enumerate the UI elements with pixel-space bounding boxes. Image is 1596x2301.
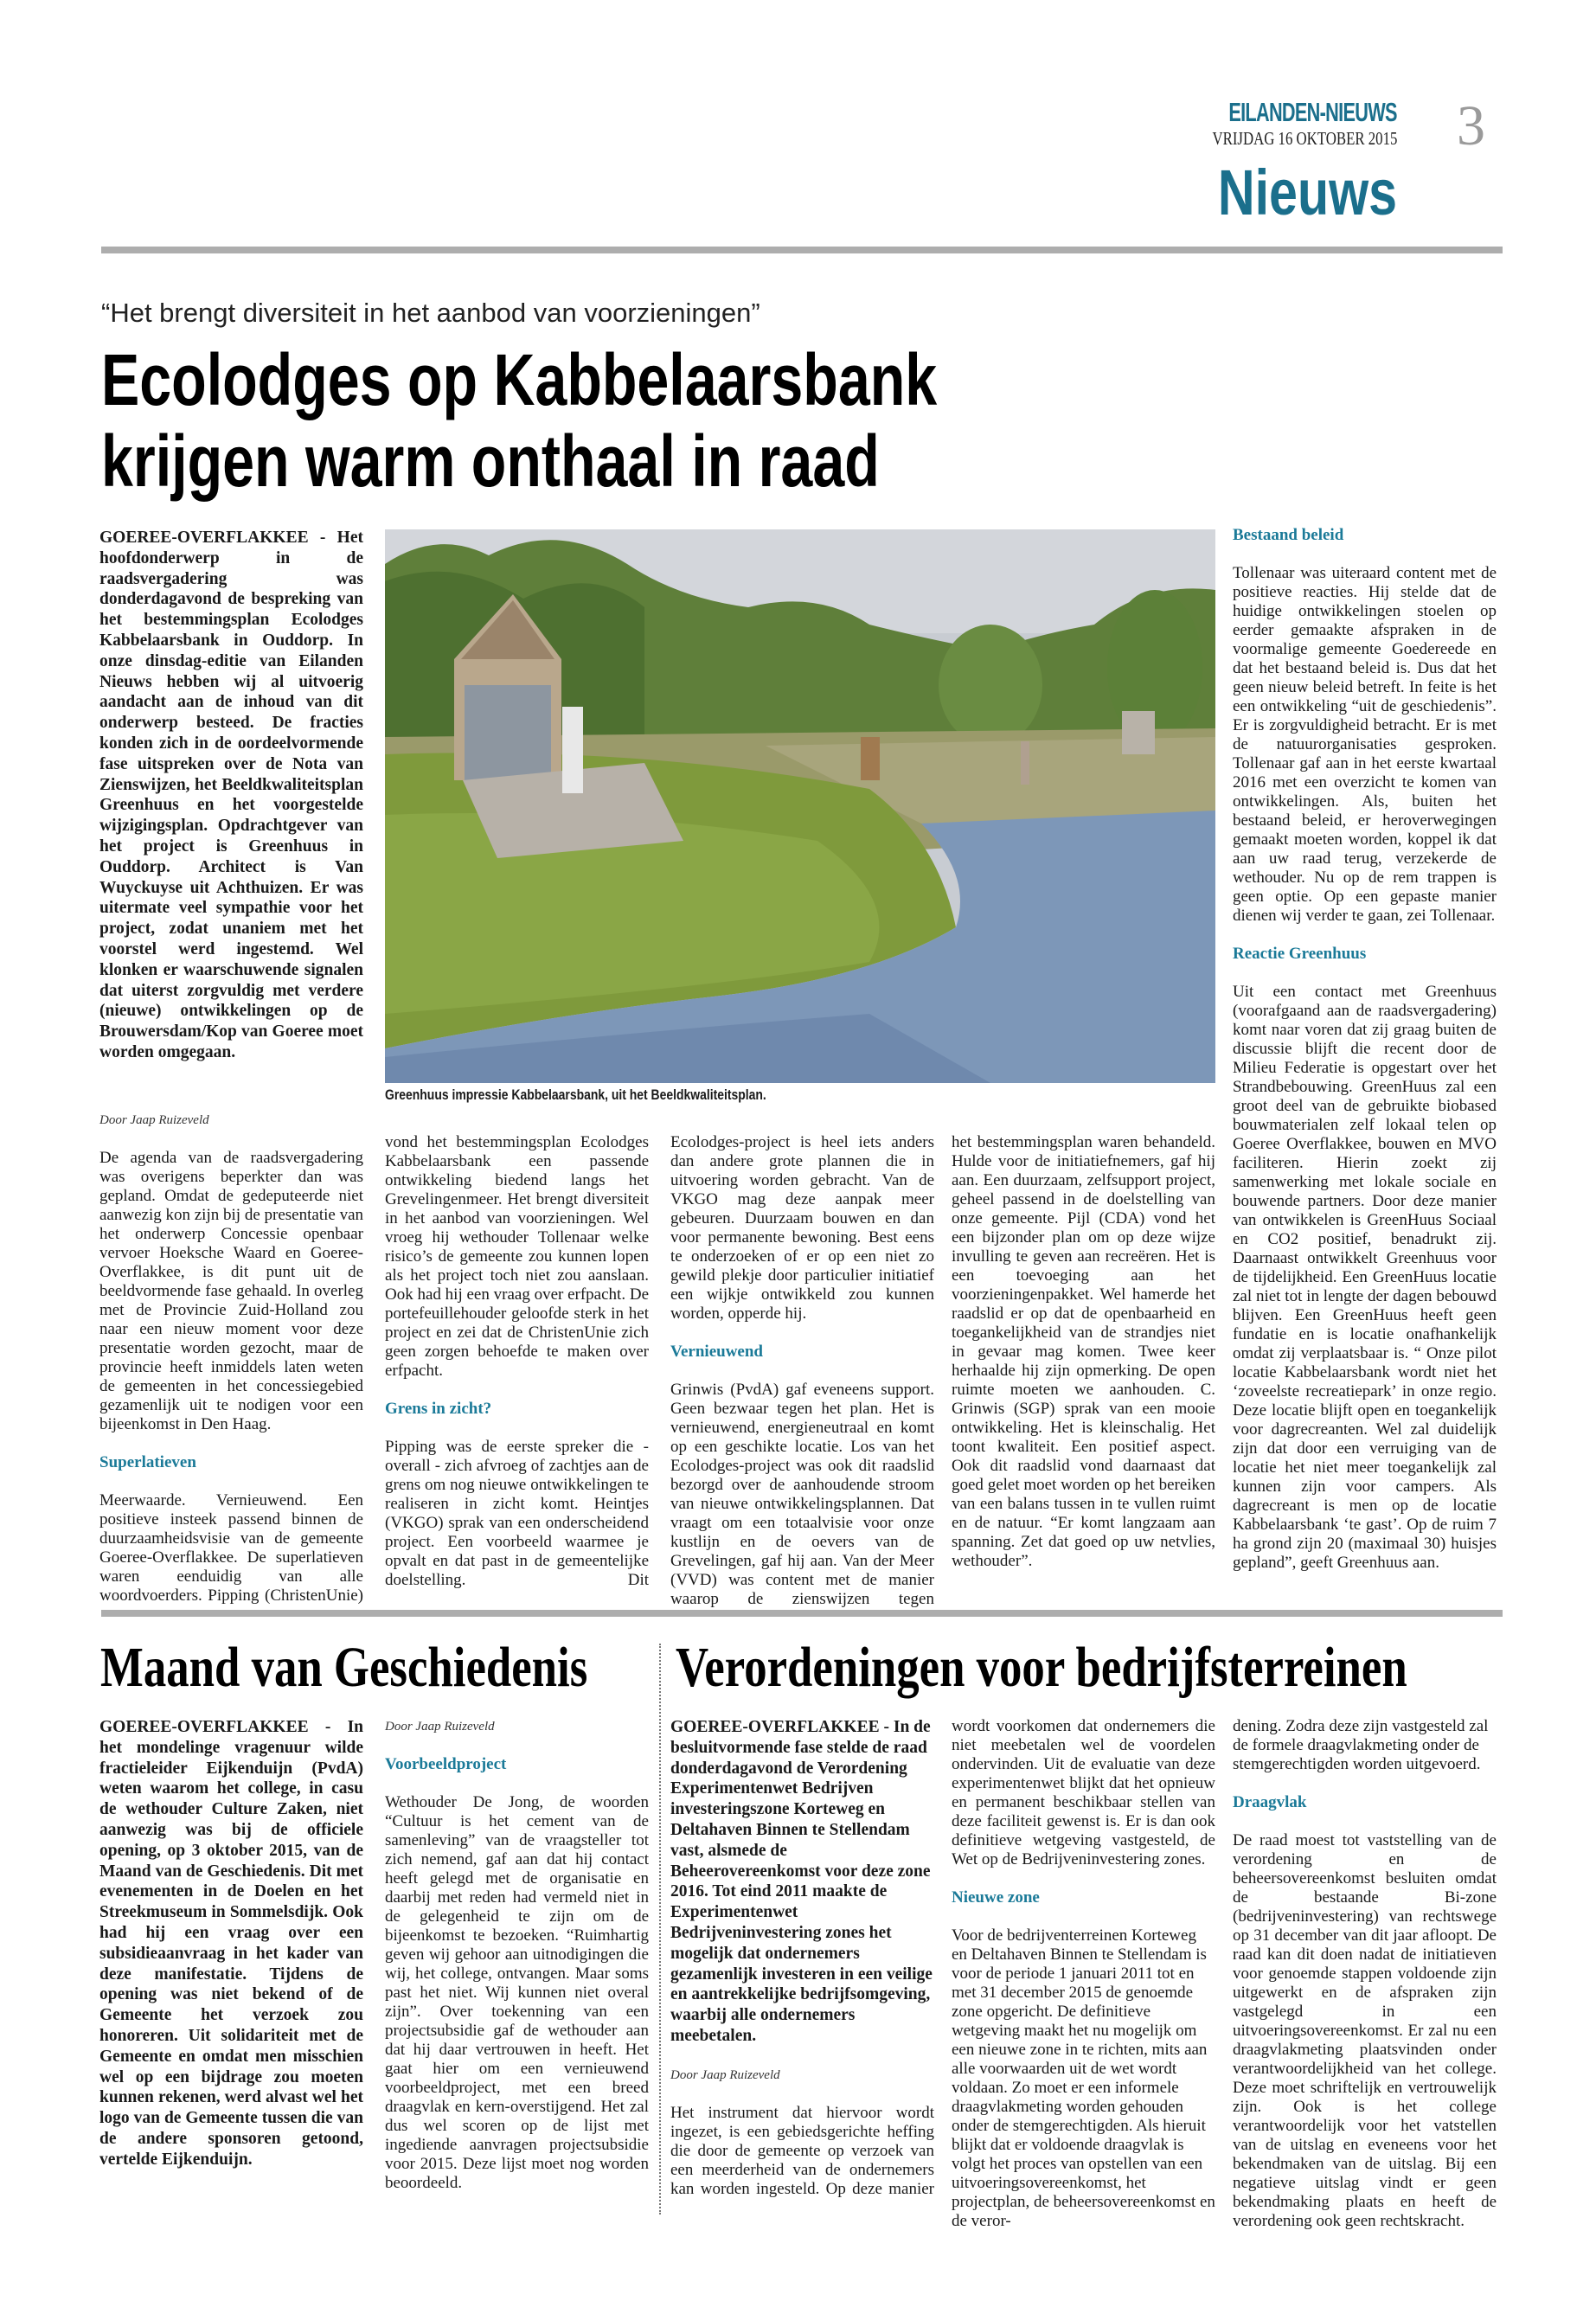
paragraph: De agenda van de raadsvergadering was overigens beperkter dan was gepland. Omdat de gedeputeerde niet aanwezig kon zijn bij de presentatie van het onderwerp Concessie openbaar vervoer Hoeksche Waard en Goeree-Overflakkee, is dit punt uit de beeldvormende fase gehaald. In overleg met de Provincie Zuid-Holland zou naar een nieuw moment voor deze presentatie worden gezocht, maar de provincie heeft inmiddels laten weten de gemeenten in het concessiegebied gezamenlijk uit te nodigen voor een bijeenkomst in Den Haag. bbox=[99, 1149, 363, 1433]
paragraph: Grinwis (PvdA) gaf eveneens support. Geen bezwaar tegen het plan. Het is vernieuwend, energieneutraal en komt op een geschikte locatie. Los van het Ecolodges-project was ook dit raadslid bezorgd over de aanhoudende stroom van nieuwe ontwikkelingsplannen. Dat vraagt om een totaalvisie voor onze kustlijn en de oevers van de Grevelingen, gaf hij aan. Van der Meer (VVD) was content met de manier waarop de zienswijzen tegen bbox=[670, 1381, 934, 1608]
page-number: 3 bbox=[1457, 94, 1485, 157]
article-headline: Ecolodges op Kabbelaarsbank krijgen warm onthaal in raad bbox=[101, 339, 938, 502]
column-separator bbox=[659, 1644, 661, 2214]
paragraph: Wethouder De Jong, de woorden “Cultuur is het cement van de samenleving” van de vraagsteller tot zich nemend, gaf aan dat hij contact heeft gelegd met de organisatie en daarbij met reden had vermeld niet in de gelegenheid te zijn om de bijeenkomst te bezoeken. “Ruimhartig geven wij gehoor aan uitnodigingen die wij, het college, ontvangen. Maar soms past het niet. Wij kunnen niet overal zijn”. Over toekenning van een projectsubsidie gaf de wethouder aan dat hij daar vertrouwen in heeft. Het gaat hier om een vernieuwend voorbeeldproject, met een breed draagvlak en kern-overstijgend. Het zal dus wel scoren op de lijst met ingediende aanvragen projectsubsidie voor 2015. Deze lijst moet nog worden beoordeeld. bbox=[385, 1793, 649, 2192]
byline: Door Jaap Ruizeveld bbox=[99, 1113, 209, 1127]
subheading: Vernieuwend bbox=[670, 1343, 763, 1361]
subheading: Draagvlak bbox=[1233, 1793, 1307, 1811]
article-column-1 bbox=[670, 1717, 934, 2199]
byline: Door Jaap Ruizeveld bbox=[385, 1720, 495, 1734]
subheading: Reactie Greenhuus bbox=[1233, 945, 1367, 963]
issue-date: VRIJDAG 16 OKTOBER 2015 bbox=[1212, 128, 1397, 149]
article-kicker: “Het brengt diversiteit in het aanbod van voorzieningen” bbox=[101, 298, 760, 328]
article-photo bbox=[385, 529, 1215, 1083]
article-headline: Verordeningen voor bedrijfsterreinen bbox=[676, 1636, 1407, 1699]
subheading: Grens in zicht? bbox=[385, 1400, 492, 1418]
photo-caption: Greenhuus impressie Kabbelaarsbank, uit het Beeldkwaliteitsplan. bbox=[385, 1086, 766, 1103]
middle-divider bbox=[101, 1610, 1503, 1617]
paragraph: De raad moest tot vaststelling van de verordening en de beheersovereenkomst besluiten omdat de bestaande Bi-zone (bedrijveninvestering) van rechtswege op 31 december van dit jaar afloopt. De raad kan dit doen nadat de initiatieven voor genoemde stappen voldoende zijn uitgewerkt en de afspraken zijn vastgelegd in een uitvoeringsovereenkomst. Er zal nu een draagvlakmeting plaatsvinden onder verantwoordelijkheid van het college. Deze moet schriftelijk en vertrouwelijk zijn. Ook is het college verantwoordelijk voor het vatstellen van de uitslag en eveneens voor het bekendmaken van de uitslag. Bij een negatieve uitslag vindt er geen bekendmaking plaats en heeft de verordening ook geen rechtskracht. bbox=[1233, 1831, 1497, 2230]
article-column-1 bbox=[99, 1111, 363, 1606]
article-lead: GOEREE-OVERFLAKKEE - In de besluitvormende fase stelde de raad donderdagavond de Verordening Experimentenwet Bedrijven investeringszone Korteweg en Deltahaven Binnen te Stellendam vast, alsmede de Beheerovereenkomst voor deze zone 2016. Tot eind 2011 maakte de Experimentenwet Bedrijveninvestering zones het mogelijk dat ondernemers gezamenlijk investeren in een veilige en aantrekkelijke bedrijfsomgeving, waarbij alle ondernemers meebetalen. bbox=[670, 1718, 933, 2045]
article-column-3 bbox=[1233, 1717, 1497, 2250]
subheading: Superlatieven bbox=[99, 1453, 196, 1471]
article-column-3 bbox=[670, 1133, 934, 1609]
paragraph: wordt voorkomen dat ondernemers die niet meebetalen wel de voordelen ondervinden. Uit de evaluatie van deze experimentenwet blijkt dat het opnieuw en permanent beschikbaar stellen van deze faciliteit gewenst is. Er is dan ook definitieve wetgeving vastgesteld, de Wet op de Bedrijveninvestering zones. bbox=[952, 1717, 1215, 1868]
article-column-2 bbox=[952, 1717, 1215, 2250]
subheading: Bestaand beleid bbox=[1233, 526, 1344, 544]
paragraph: dening. Zodra deze zijn vastgesteld zal de formele draagvlakmeting onder de stemgerechtigden worden uitgevoerd. bbox=[1233, 1717, 1489, 1773]
article-headline: Maand van Geschiedenis bbox=[100, 1636, 588, 1699]
paragraph: Tollenaar was uiteraard content met de positieve reacties. Hij stelde dat de huidige ontwikkelingen stoelen op eerder gemaakte afspraken in de voormalige gemeente Goedereede en dat het bestaand beleid is. Dus dat het geen nieuw beleid betreft. In feite is het een ontwikkeling “uit de geschiedenis”. Er is zorgvuldigheid betracht. Er is met de natuurorganisaties gesproken. Tollenaar gaf aan in het eerste kwartaal 2016 met een overzicht te komen van ontwikkelingen. Als, buiten het bestaand beleid, er heroverwegingen gemaakt moeten worden, koppel ik dat aan uw raad terug, verzekerde de wethouder. Nu op de rem trappen is geen optie. Op een gepaste manier dienen wij verder te gaan, zei Tollenaar. bbox=[1233, 564, 1497, 925]
subheading: Nieuwe zone bbox=[952, 1888, 1040, 1907]
paragraph: Ecolodges-project is heel iets anders dan andere grote plannen die in uitvoering worden gebracht. Van de VKGO mag deze aanpak meer gebeuren. Duurzaam bouwen en dan voor permanente bewoning. Best eens te onderzoeken of er op een niet zo gewild plekje door particulier initiatief een wijkje ontwikkeld zou kunnen worden, opperde hij. bbox=[670, 1133, 934, 1323]
article-column-5 bbox=[1233, 526, 1497, 1592]
paragraph: Het instrument dat hiervoor wordt ingezet, is een gebiedsgerichte heffing die door de gemeente op verzoek van een meerderheid van de ondernemers kan worden ingesteld. Op deze manier bbox=[670, 2103, 934, 2198]
paragraph: Meerwaarde. Vernieuwend. Een positieve insteek passend binnen de duurzaamheidsvisie van de gemeente Goeree-Overflakkee. De superlatieven waren eenduidig van alle woordvoerders. Pipping (ChristenUnie) bbox=[99, 1491, 363, 1605]
newspaper-logo: EILANDEN-NIEUWS bbox=[1228, 97, 1397, 127]
section-title: Nieuws bbox=[1217, 157, 1397, 228]
paragraph: Voor de bedrijventerreinen Korteweg en Deltahaven Binnen te Stellendam is voor de periode 1 januari 2011 tot en met 31 december 2015 de genoemde zone opgericht. De definitieve wetgeving maakt het nu mogelijk om een nieuwe zone in te richten, mits aan alle voorwaarden uit de wet wordt voldaan. Zo moet er een informele draagvlakmeting worden gehouden onder de stemgerechtigden. Als hieruit blijkt dat er voldoende draagvlak is volgt het proces van opstellen van een uitvoeringsovereenkomst, het projectplan, de beheersovereenkomst en de veror- bbox=[952, 1926, 1215, 2230]
paragraph: vond het bestemmingsplan Ecolodges Kabbelaarsbank een passende ontwikkeling biedend langs het Grevelingenmeer. Het brengt diversiteit in het aanbod van voorzieningen. Wel vroeg hij wethouder Tollenaar welke risico’s de gemeente zou kunnen lopen als het project toch niet zou aanslaan. Ook had hij een vraag over erfpacht. De portefeuillehouder geloofde sterk in het project en zei dat de ChristenUnie zich geen zorgen behoefde te maken over erfpacht. bbox=[385, 1133, 649, 1380]
top-divider bbox=[101, 247, 1503, 253]
paragraph: Pipping was de eerste spreker die - overall - zich afvroeg of zachtjes aan de grens om nog nieuwe ontwikkelingen te realiseren in zicht komt. Heintjes (VKGO) sprak van een onderscheidend project. Een voorbeeld waarmee je opvalt en dat past in de gemeentelijke doelstelling. Dit bbox=[385, 1438, 649, 1589]
paragraph: Uit een contact met Greenhuus (voorafgaand aan de raadsvergadering) komt naar voren dat zij graag buiten de discussie blijft die recent door de Milieu Federatie is opgestart over het Strandbebouwing. GreenHuus zal een groot deel van de gebruikte biobased bouwmaterialen zelf lokaal telen op Goeree Overflakkee, bouwen en MVO faciliteren. Hierin zoekt zij samenwerking met lokale sociale en bouwende partners. Door deze manier van ontwikkelen is GreenHuus Sociaal en CO2 positief, benadrukt zij. Daarnaast ontwikkelt Greenhuus voor de tijdelijkheid. Een GreenHuus locatie zal niet tot in lengte der dagen bebouwd blijven. Een GreenHuus heeft geen fundatie en is locatie onafhankelijk omdat zij verplaatsbaar is. “ Onze pilot locatie Kabbelaarsbank wordt niet het ‘zoveelste recreatiepark’ in onze regio. Deze locatie blijft open en toegankelijk voor dagrecreanten. Wel zal duidelijk zijn dat door een verruiging van de locatie het niet meer toegankelijk zal kunnen zijn voor campers. Als dagrecreant is men op de locatie Kabbelaarsbank ‘te gast’. Op de ruim 7 ha grond zijn 20 (maximaal 30) huisjes gepland”, geeft Greenhuus aan. bbox=[1233, 983, 1497, 1572]
article-column-2 bbox=[385, 1717, 649, 2212]
article-column-2 bbox=[385, 1133, 649, 1590]
subheading: Voorbeeldproject bbox=[385, 1755, 507, 1773]
article-lead: GOEREE-OVERFLAKKEE - In het mondelinge vragenuur wilde fractieleider Eijkenduijn (PvdA) weten waarom het college, in casu de wethouder Culture Zaken, niet aanwezig was bij de officiele opening, op 3 oktober 2015, van de Maand van de Geschiedenis. Dit met evenementen in de Doelen en het Streekmuseum in Sommelsdijk. Ook had hij een vraag over een subsidieaanvraag in het kader van deze manifestatie. Tijdens de opening was niet bekend of de Gemeente het verzoek zou honoreren. Uit solidariteit met de Gemeente en omdat men misschien wel op een bijdrage zou moeten kunnen rekenen, werd alvast wel het logo van de Gemeente tussen die van de andere sponsoren getoond, vertelde Eijkenduijn. bbox=[99, 1718, 363, 2169]
byline: Door Jaap Ruizeveld bbox=[670, 2067, 780, 2082]
paragraph: het bestemmingsplan waren behandeld. Hulde voor de initiatiefnemers, gaf hij aan. Een duurzaam, zelfsupport project, geheel passend in de doelstelling van onze gemeente. Pijl (CDA) vond het een bijzonder plan om op deze wijze invulling te geven aan recreëren. Het is een toevoeging aan het voorzieningenpakket. Wel hamerde het raadslid er op dat de openbaarheid en toegankelijkheid van de strandjes niet in gevaar mag komen. Twee keer herhaalde hij zijn opmerking. De open ruimte moeten we aanhouden. C. Grinwis (SGP) sprak van een mooie ontwikkeling. Het is kleinschalig. Het toont kwaliteit. Een positief aspect. Ook dit raadslid vond daarnaast dat goed gelet moet worden op het bereiken van een balans tussen in te vullen ruimt en de natuur. “Er komt langzaam aan spanning. Zet dat goed op uw netvlies, wethouder”. bbox=[952, 1133, 1215, 1570]
article-lead: GOEREE-OVERFLAKKEE - Het hoofdonderwerp in de raadsvergadering was donderdagavond de bespreking van het bestemmingsplan Ecolodges Kabbelaarsbank in Ouddorp. In onze dinsdag-editie van Eilanden Nieuws hebben wij al uitvoerig aandacht aan de inhoud van dit onderwerp besteed. De fracties konden zich in de oordeelvormende fase uitspreken over de Nota van Zienswijzen, het Beeldkwaliteitsplan Greenhuus en het voorgestelde wijzigingsplan. Opdrachtgever van het project is Greenhuus in Ouddorp. Architect is Van Wuyckuyse uit Achthuizen. Er was uitermate veel sympathie voor het project, zodat unaniem met het voorstel werd ingestemd. Wel klonken er waarschuwende signalen dat uiterst zorgvuldig met verdere (nieuwe) ontwikkelingen op de Brouwersdam/Kop van Goeree moet worden omgegaan. bbox=[99, 529, 363, 1061]
article-column-4 bbox=[952, 1133, 1215, 1590]
